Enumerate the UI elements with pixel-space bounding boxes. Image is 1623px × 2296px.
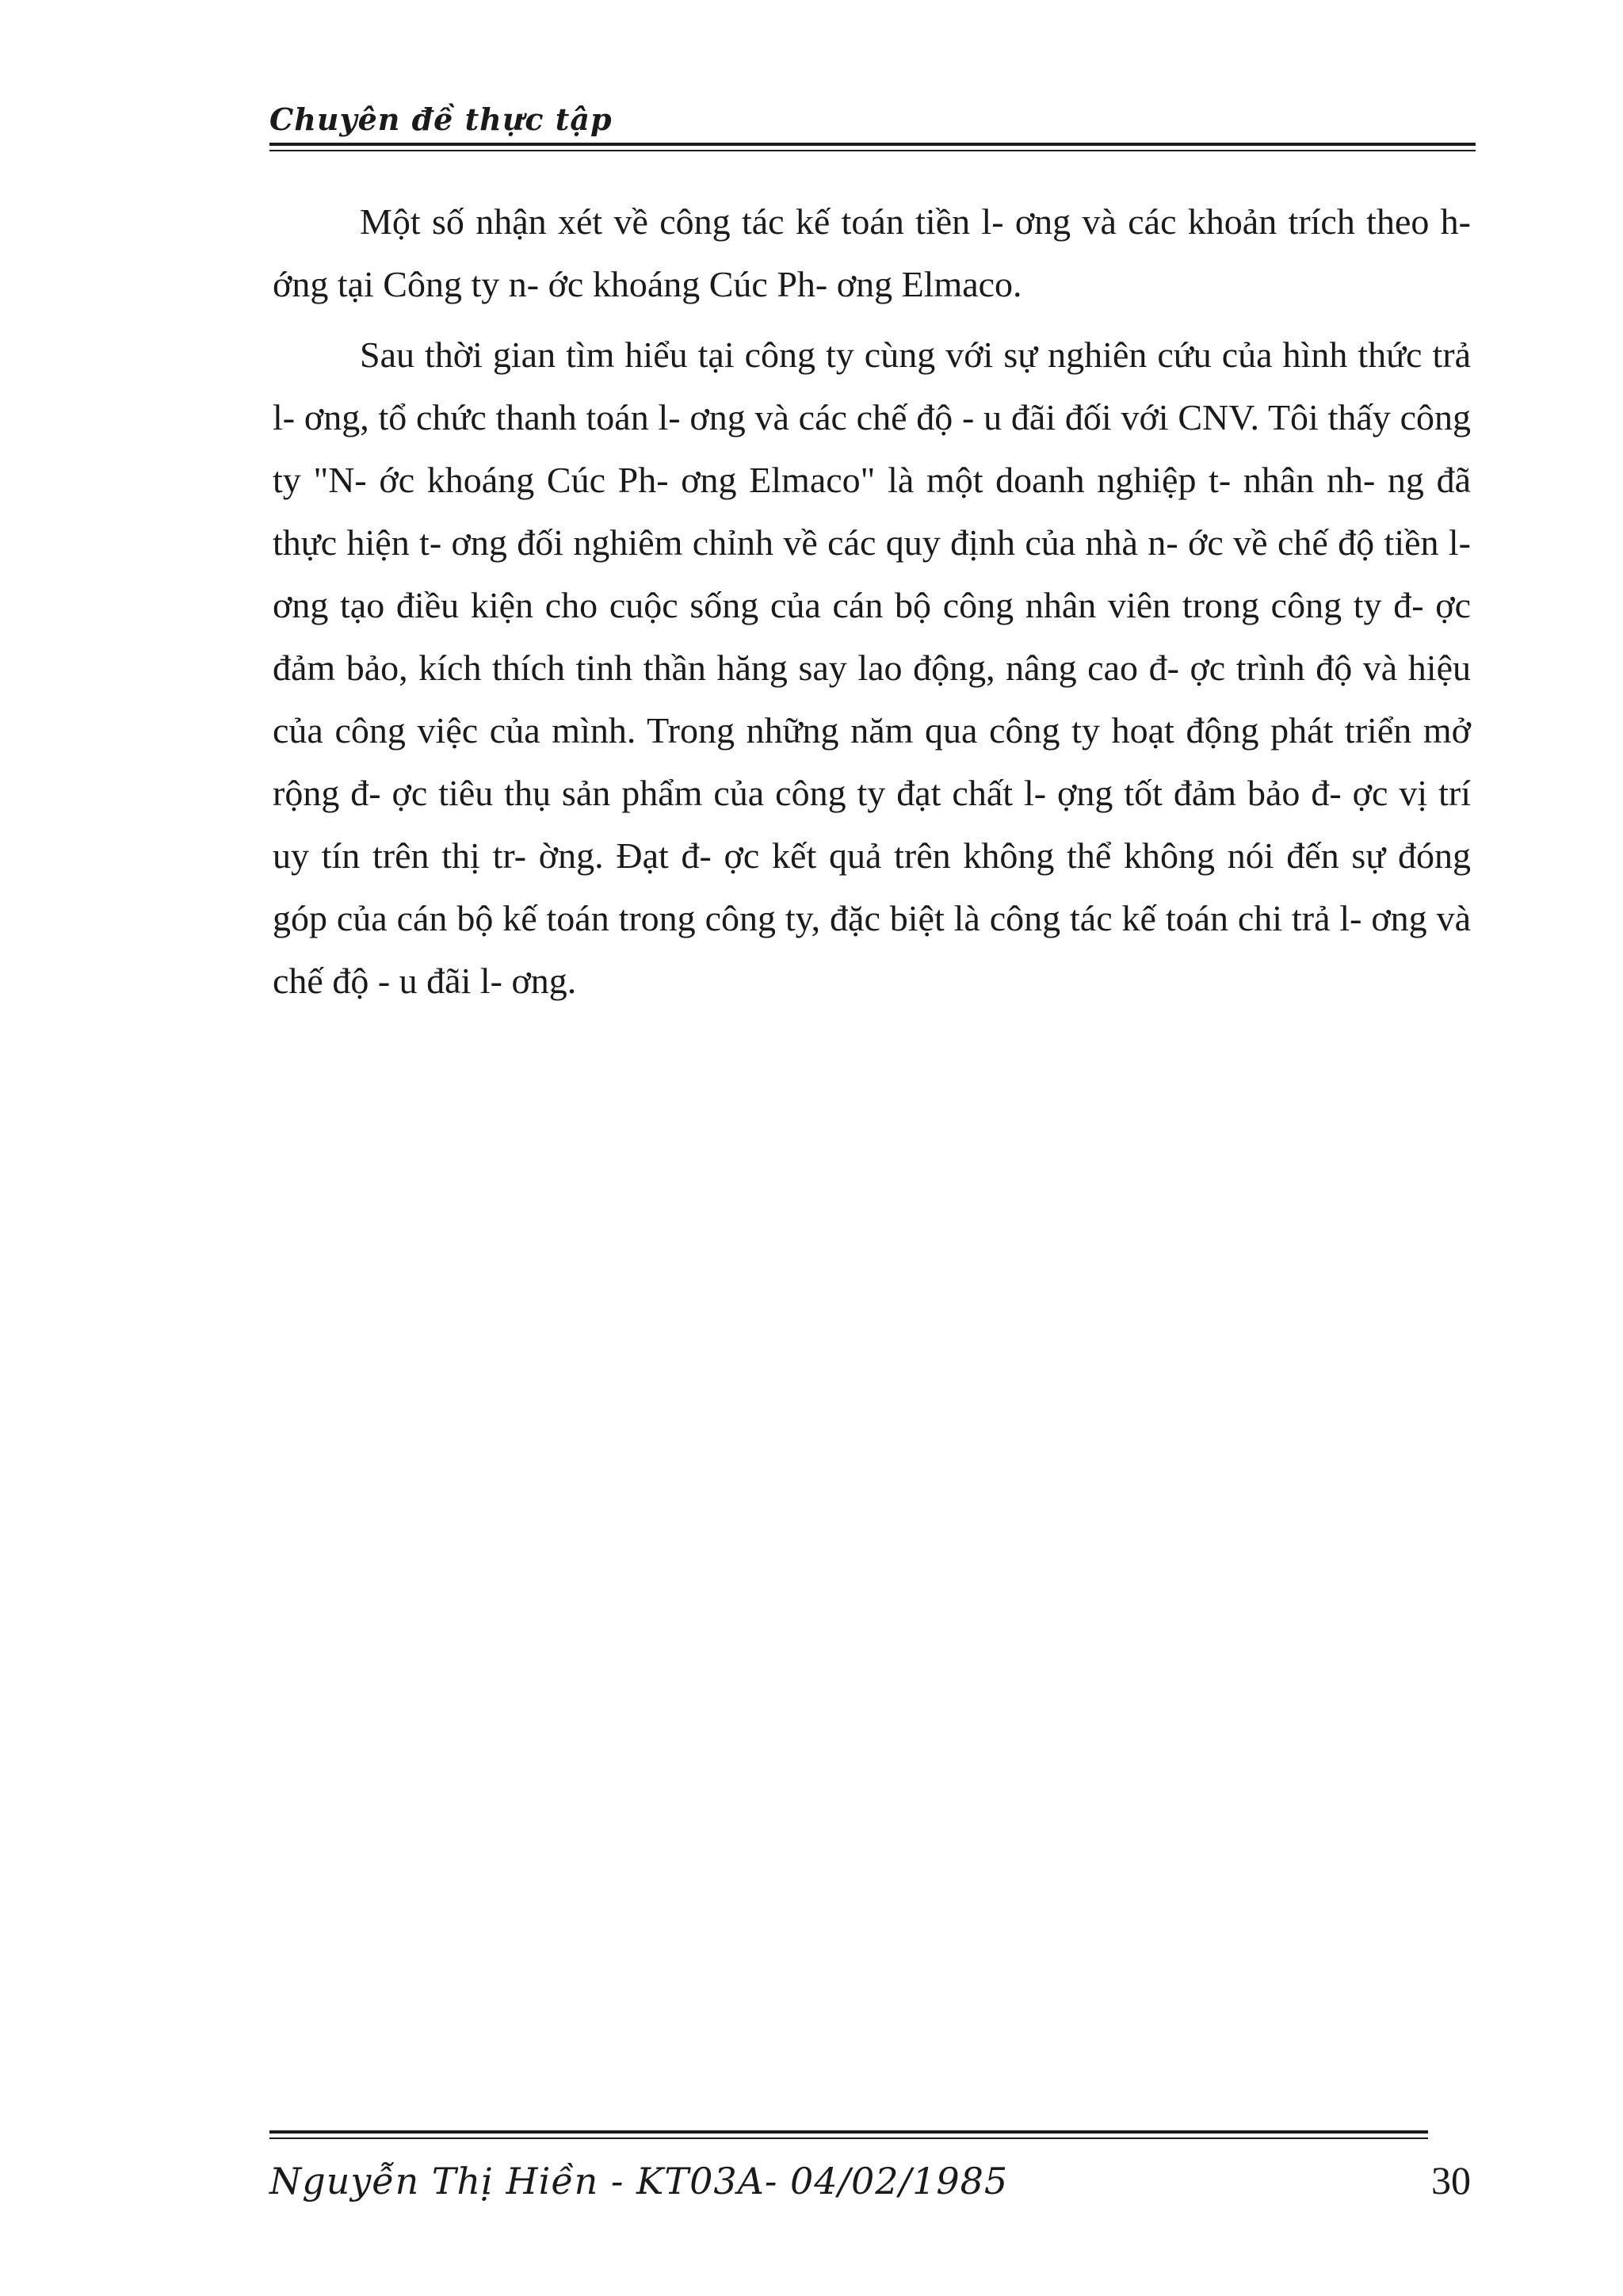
header-title: Chuyên đề thực tập <box>269 101 613 137</box>
paragraph: Một số nhận xét về công tác kế toán tiền l- ơng và các khoản trích theo h- ớng tại Công ty n- ớc khoáng Cúc Ph- ơng Elmaco. <box>273 201 1471 304</box>
footer-divider-thin <box>269 2137 1428 2139</box>
paragraph: Sau thời gian tìm hiểu tại công ty cùng với sự nghiên cứu của hình thức trả l- ơng, tổ chức thanh toán l- ơng và các chế độ - u đãi đối với CNV. Tôi thấy công ty "N- ớc khoáng Cúc Ph- ơng Elmaco" là một doanh nghiệp t- nhân nh- ng đã thực hiện t- ơng đối nghiêm chỉnh về các quy định của nhà n- ớc về chế độ tiền l- ơng tạo điều kiện cho cuộc sống của cán bộ công nhân viên trong công ty đ- ợc đảm bảo, kích thích tinh thần hăng say lao động, nâng cao đ- ợc trình độ và hiệu của công việc của mình. Trong những năm qua công ty hoạt động phát triển mở rộng đ- ợc tiêu thụ sản phẩm của công ty đạt chất l- ợng tốt đảm bảo đ- ợc vị trí uy tín trên thị tr- ờng. Đạt đ- ợc kết quả trên không thể không nói đến sự đóng góp của cán bộ kế toán trong công ty, đặc biệt là công tác kế toán chi trả l- ơng và chế độ - u đãi l- ơng. <box>273 334 1471 1001</box>
header-divider <box>269 143 1476 146</box>
header-divider-thin <box>269 150 1476 151</box>
body-text <box>273 190 1471 1020</box>
footer-divider <box>269 2130 1428 2134</box>
page-number: 30 <box>1431 2158 1471 2202</box>
footer-author: Nguyễn Thị Hiền - KT03A- 04/02/1985 <box>269 2160 1009 2202</box>
